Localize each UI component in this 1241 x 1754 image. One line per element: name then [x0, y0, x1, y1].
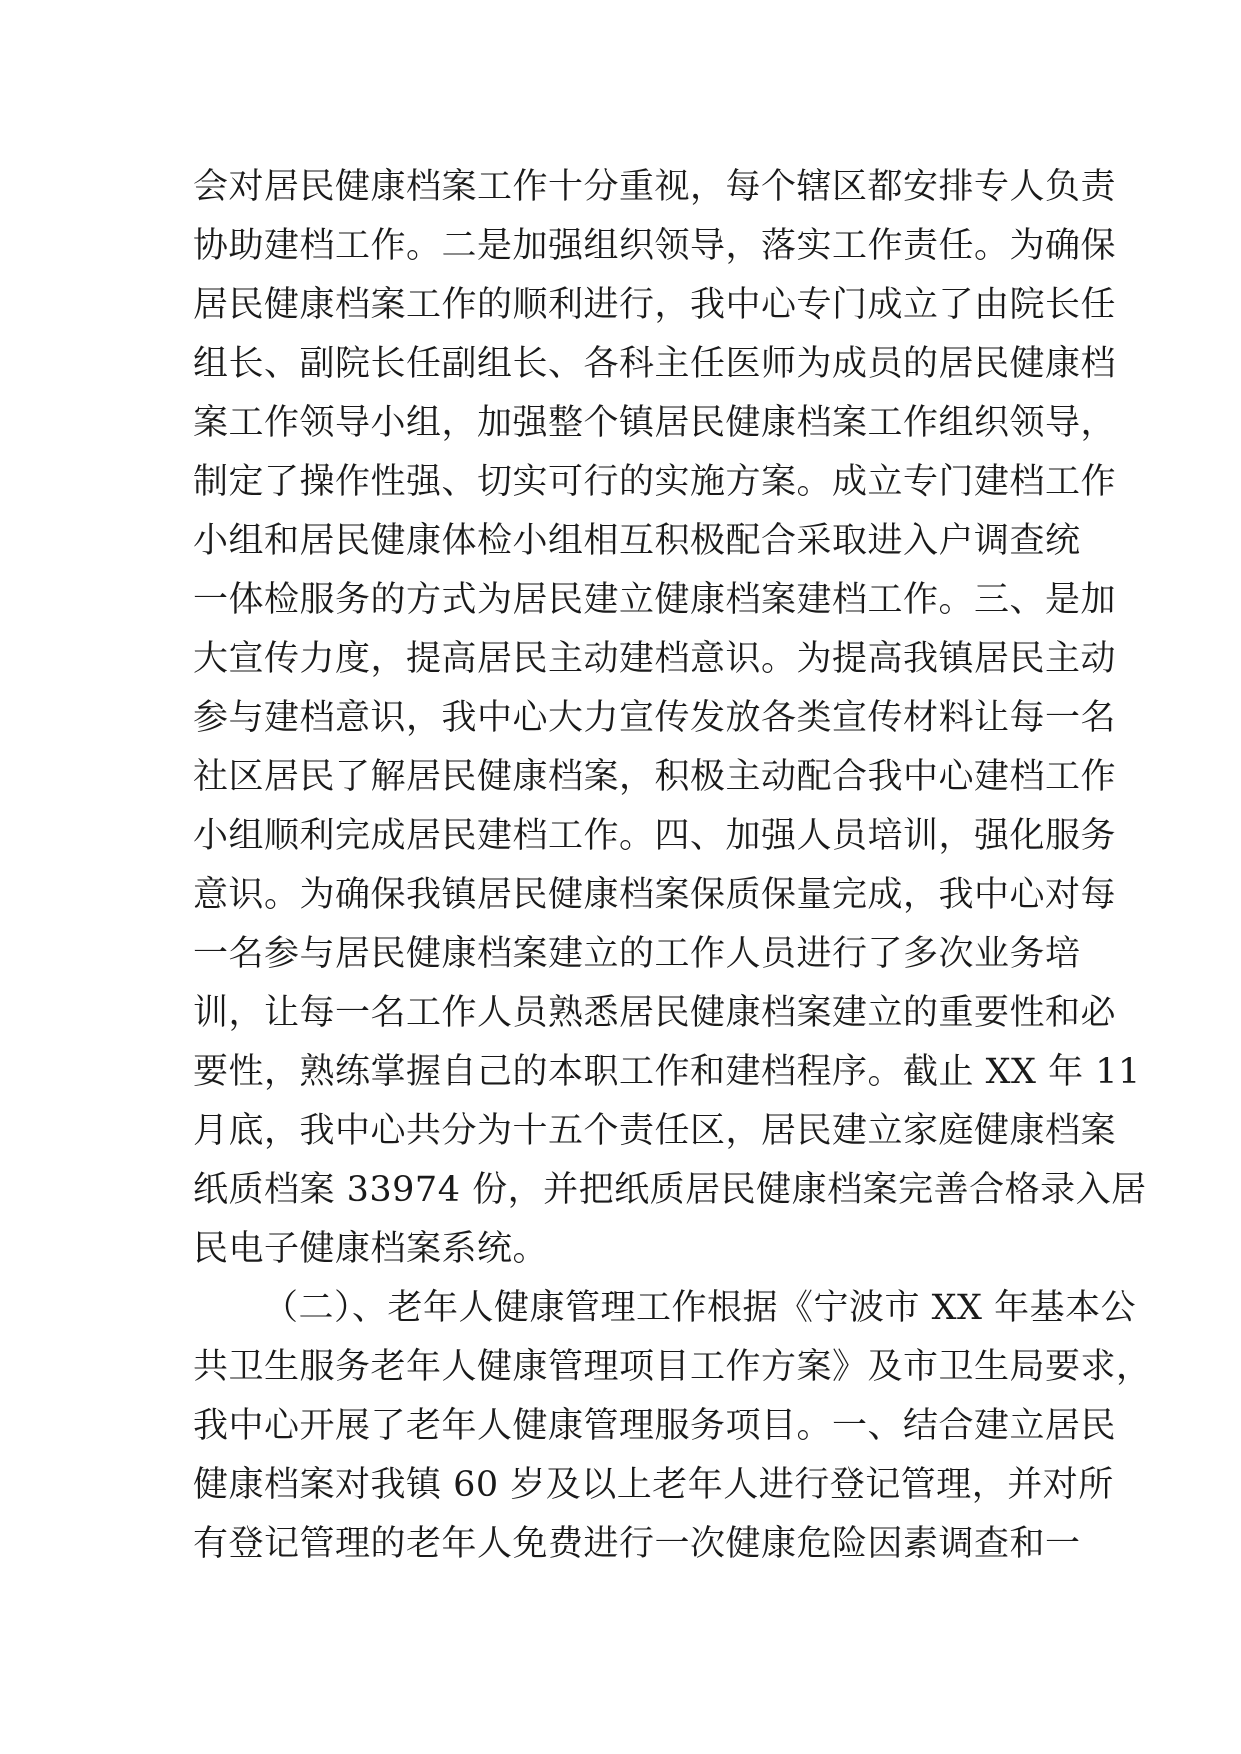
- paragraph-1: [193, 158, 1147, 1279]
- text-line: 意识。为确保我镇居民健康档案保质保量完成，我中心对每: [193, 875, 1117, 915]
- text-line: 训，让每一名工作人员熟悉居民健康档案建立的重要性和必: [193, 993, 1117, 1033]
- text-line: 大宣传力度，提高居民主动建档意识。为提高我镇居民主动: [193, 639, 1117, 679]
- text-line: 要性，熟练掌握自己的本职工作和建档程序。截止 XX 年 11: [193, 1052, 1141, 1092]
- text-line: 月底，我中心共分为十五个责任区，居民建立家庭健康档案: [193, 1111, 1117, 1151]
- text-line: 社区居民了解居民健康档案，积极主动配合我中心建档工作: [193, 757, 1117, 797]
- text-line: 案工作领导小组，加强整个镇居民健康档案工作组织领导，: [193, 403, 1117, 443]
- text-line: 参与建档意识，我中心大力宣传发放各类宣传材料让每一名: [193, 698, 1117, 738]
- text-line: 制定了操作性强、切实可行的实施方案。成立专门建档工作: [193, 462, 1117, 502]
- text-line: 共卫生服务老年人健康管理项目工作方案》及市卫生局要求，: [193, 1347, 1152, 1387]
- text-line: 会对居民健康档案工作十分重视，每个辖区都安排专人负责: [193, 167, 1117, 207]
- text-line: 小组顺利完成居民建档工作。四、加强人员培训，强化服务: [193, 816, 1117, 856]
- text-line: 健康档案对我镇 60 岁及以上老年人进行登记管理，并对所: [193, 1465, 1114, 1505]
- text-line: 民电子健康档案系统。: [193, 1229, 549, 1269]
- text-line: 协助建档工作。二是加强组织领导，落实工作责任。为确保: [193, 226, 1117, 266]
- text-line: 一体检服务的方式为居民建立健康档案建档工作。三、是加: [193, 580, 1117, 620]
- text-line: 一名参与居民健康档案建立的工作人员进行了多次业务培: [193, 934, 1081, 974]
- text-line: 小组和居民健康体检小组相互积极配合采取进入户调查统: [193, 521, 1081, 561]
- text-line: 我中心开展了老年人健康管理服务项目。一、结合建立居民: [193, 1406, 1117, 1446]
- text-line: 纸质档案 33974 份，并把纸质居民健康档案完善合格录入居: [193, 1170, 1147, 1210]
- text-line: 居民健康档案工作的顺利进行，我中心专门成立了由院长任: [193, 285, 1117, 325]
- text-line: （二）、老年人健康管理工作根据《宁波市 XX 年基本公: [263, 1288, 1137, 1328]
- text-line: 有登记管理的老年人免费进行一次健康危险因素调查和一: [193, 1524, 1081, 1564]
- body-text: [193, 158, 1152, 1574]
- text-line: 组长、副院长任副组长、各科主任医师为成员的居民健康档: [193, 344, 1117, 384]
- paragraph-2: [193, 1279, 1152, 1574]
